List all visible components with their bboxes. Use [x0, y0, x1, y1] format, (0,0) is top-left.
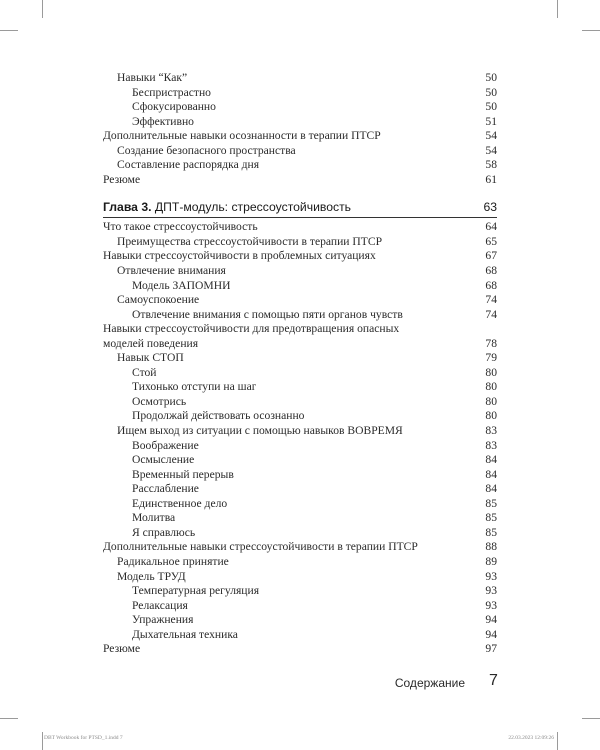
toc-entry-page: 80: [485, 380, 497, 394]
toc-entry-page: 89: [485, 554, 497, 568]
chapter-page: 63: [483, 200, 497, 215]
toc-entry-title: Единственное дело: [132, 496, 228, 510]
chapter-prefix: Глава 3.: [103, 200, 152, 215]
toc-entry-title: Модель ЗАПОМНИ: [132, 278, 231, 292]
toc-section-top: [103, 71, 497, 187]
table-of-contents: [103, 71, 497, 657]
toc-entry-title: Временный перерыв: [132, 467, 234, 481]
toc-entry-title: Дополнительные навыки стрессоустойчивости в терапии ПТСР: [103, 540, 418, 554]
toc-entry[interactable]: [103, 293, 497, 308]
toc-entry[interactable]: [103, 71, 497, 86]
toc-entry-title: Температурная регуляция: [132, 584, 260, 598]
toc-entry[interactable]: [103, 526, 497, 541]
toc-entry-page: 65: [485, 234, 497, 248]
crop-mark: [582, 718, 600, 719]
crop-mark: [557, 732, 558, 750]
toc-entry[interactable]: [103, 511, 497, 526]
toc-entry-title: Эффективно: [132, 114, 194, 128]
toc-entry[interactable]: [103, 86, 497, 101]
toc-entry-page: 83: [485, 438, 497, 452]
toc-entry-title: Упражнения: [132, 613, 194, 627]
toc-entry-title: Воображение: [132, 438, 199, 452]
toc-entry-page: 79: [485, 351, 497, 365]
toc-entry-page: 61: [485, 172, 497, 186]
toc-entry[interactable]: [103, 395, 497, 410]
toc-entry-title: Расслабление: [132, 482, 199, 496]
toc-entry[interactable]: [103, 235, 497, 250]
chapter-title: [103, 199, 351, 215]
toc-entry-page: 54: [485, 129, 497, 143]
toc-entry-title: Осмысление: [132, 453, 195, 467]
toc-entry-page: 74: [485, 293, 497, 307]
toc-entry-title-line2: моделей поведения: [103, 336, 199, 350]
toc-entry-page: 50: [485, 100, 497, 114]
toc-entry-page: 64: [485, 220, 497, 234]
crop-mark: [0, 718, 18, 719]
toc-entry-title: Составление распорядка дня: [117, 158, 260, 172]
toc-entry-title: Резюме: [103, 642, 141, 656]
toc-entry-page: 97: [485, 642, 497, 656]
toc-entry[interactable]: [103, 144, 497, 159]
toc-entry-title: Ищем выход из ситуации с помощью навыков ВОВРЕМЯ: [117, 424, 403, 438]
toc-entry-title: Релаксация: [132, 598, 188, 612]
toc-entry-page: 93: [485, 598, 497, 612]
toc-entry-wrapped[interactable]: [103, 322, 497, 351]
toc-entry-page: 93: [485, 584, 497, 598]
toc-entry[interactable]: [103, 468, 497, 483]
toc-entry[interactable]: [103, 173, 497, 188]
toc-entry-page: 78: [485, 336, 497, 350]
toc-entry-title: Навыки “Как”: [117, 71, 188, 84]
toc-entry-title: Стой: [132, 365, 157, 379]
toc-entry-title: Резюме: [103, 172, 141, 186]
toc-entry-title: Модель ТРУД: [117, 569, 186, 583]
toc-entry[interactable]: [103, 613, 497, 628]
toc-entry-page: 94: [485, 613, 497, 627]
toc-entry-title: Молитва: [132, 511, 176, 525]
toc-entry-page: 74: [485, 307, 497, 321]
toc-entry-page: 58: [485, 158, 497, 172]
chapter-name: ДПТ-модуль: стрессоустойчивость: [151, 200, 352, 215]
toc-entry-page: 85: [485, 496, 497, 510]
toc-entry[interactable]: [103, 115, 497, 130]
toc-entry-page: 67: [485, 249, 497, 263]
toc-entry-page: 80: [485, 365, 497, 379]
toc-entry[interactable]: [103, 453, 497, 468]
toc-entry-title: Дополнительные навыки осознанности в терапии ПТСР: [103, 129, 381, 143]
toc-entry[interactable]: [103, 264, 497, 279]
toc-entry[interactable]: [103, 351, 497, 366]
toc-entry[interactable]: [103, 249, 497, 264]
toc-entry-title: Создание безопасного пространства: [117, 143, 296, 157]
toc-entry-page: 80: [485, 394, 497, 408]
toc-entry-title: Тихонько отступи на шаг: [132, 380, 257, 394]
toc-section-bottom: [103, 351, 497, 656]
toc-entry-page: 54: [485, 143, 497, 157]
toc-entry-title-line1: Навыки стрессоустойчивости для предотвращения опасных: [103, 322, 400, 336]
toc-entry-title: Преимущества стрессоустойчивости в терапии ПТСР: [117, 234, 383, 248]
toc-entry[interactable]: [103, 482, 497, 497]
toc-entry[interactable]: [103, 366, 497, 381]
toc-entry-title: Осмотрись: [132, 394, 187, 408]
toc-entry-page: 88: [485, 540, 497, 554]
toc-entry[interactable]: [103, 497, 497, 512]
toc-entry-page: 80: [485, 409, 497, 423]
crop-mark: [557, 0, 558, 18]
footer-section-label: Содержание: [394, 676, 465, 690]
toc-entry-page: 85: [485, 525, 497, 539]
toc-entry[interactable]: [103, 129, 497, 144]
chapter-heading[interactable]: [103, 199, 497, 215]
toc-entry[interactable]: [103, 380, 497, 395]
toc-section-mid: [103, 220, 497, 322]
toc-entry-title: Навык СТОП: [117, 351, 184, 365]
toc-entry-title: Дыхательная техника: [132, 627, 238, 641]
toc-entry[interactable]: [103, 628, 497, 643]
toc-entry-page: 84: [485, 482, 497, 496]
toc-entry[interactable]: [103, 540, 497, 555]
toc-entry[interactable]: [103, 279, 497, 294]
toc-entry-page: 84: [485, 453, 497, 467]
slug-left: DBT Workbook for PTSD_1.indd 7: [44, 735, 123, 741]
toc-entry-page: 83: [485, 424, 497, 438]
toc-entry[interactable]: [103, 555, 497, 570]
crop-mark: [42, 732, 43, 750]
toc-entry[interactable]: [103, 424, 497, 439]
toc-entry[interactable]: [103, 220, 497, 235]
page-footer: [0, 672, 600, 692]
toc-entry-page: 51: [485, 114, 497, 128]
toc-entry-title: Навыки стрессоустойчивости в проблемных ситуациях: [103, 249, 376, 263]
toc-entry[interactable]: [103, 158, 497, 173]
crop-mark: [0, 30, 18, 31]
toc-entry[interactable]: [103, 570, 497, 585]
crop-mark: [582, 30, 600, 31]
toc-entry-page: 50: [485, 85, 497, 99]
toc-entry-title: Продолжай действовать осознанно: [132, 409, 305, 423]
toc-entry[interactable]: [103, 599, 497, 614]
toc-entry-page: 93: [485, 569, 497, 583]
toc-entry-line2: [103, 337, 497, 352]
toc-entry[interactable]: [103, 439, 497, 454]
slug-right: 22.03.2023 12:09:26: [508, 735, 554, 741]
footer-page-number: 7: [489, 672, 498, 689]
toc-entry[interactable]: [103, 409, 497, 424]
crop-mark: [42, 0, 43, 18]
toc-entry-title: Радикальное принятие: [117, 554, 229, 568]
toc-entry-title: Отвлечение внимания: [117, 264, 226, 278]
toc-entry-title: Беспристрастно: [132, 85, 211, 99]
toc-entry-page: 94: [485, 627, 497, 641]
toc-entry[interactable]: [103, 100, 497, 115]
toc-entry-title: Сфокусированно: [132, 100, 216, 114]
toc-entry-title: Самоуспокоение: [117, 293, 200, 307]
toc-entry-title: Отвлечение внимания с помощью пяти органов чувств: [132, 307, 403, 321]
toc-entry-title: Я справлюсь: [132, 525, 196, 539]
chapter-rule: [103, 217, 497, 218]
toc-entry-page: 84: [485, 467, 497, 481]
toc-entry[interactable]: [103, 584, 497, 599]
toc-entry-page: 85: [485, 511, 497, 525]
toc-entry-page: 68: [485, 278, 497, 292]
toc-entry-title: Что такое стрессоустойчивость: [103, 220, 258, 234]
toc-entry[interactable]: [103, 642, 497, 657]
toc-entry-page: 50: [485, 71, 497, 84]
toc-entry-page: 68: [485, 264, 497, 278]
toc-entry[interactable]: [103, 308, 497, 323]
